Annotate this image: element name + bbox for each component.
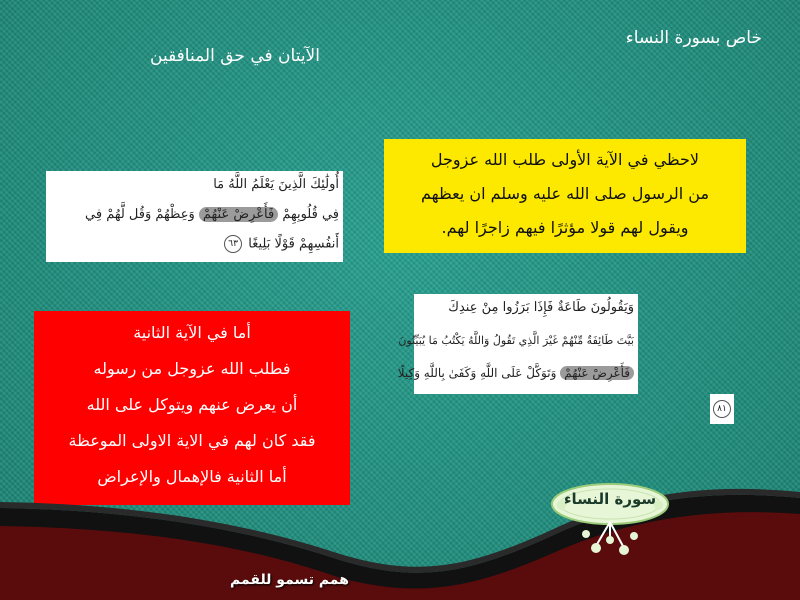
surah-plaque <box>548 476 672 560</box>
red-note-line: أن يعرض عنهم ويتوكل على الله <box>86 395 298 414</box>
verse-image-63 <box>46 171 343 262</box>
yellow-note-line: لاحظي في الآية الأولى طلب الله عزوجل <box>430 150 700 169</box>
verse-text: فِي قُلُوبِهِمْ <box>282 207 339 222</box>
plaque-label: سورة النساء <box>563 490 657 508</box>
verse-line: بَيَّتَ طَائِفَةٌ مِّنْهُمْ غَيْرَ الَّذِي تَقُولُ وَاللَّهُ يَكْتُبُ مَا يُبَيِّتُونَ <box>398 334 634 347</box>
red-note-box <box>34 311 350 505</box>
plaque-icon <box>548 476 672 560</box>
red-note-line: فقد كان لهم في الاية الاولى الموعظة <box>68 431 316 450</box>
verse-line <box>398 366 634 380</box>
ayah-number-icon: ٨١ <box>713 400 731 418</box>
footer-wave-decoration <box>0 480 800 600</box>
verse-line <box>85 207 339 222</box>
verse-text: وَعِظْهُمْ وَقُل لَّهُمْ فِي <box>85 207 195 222</box>
red-note-line: أما الثانية فالإهمال والإعراض <box>97 467 287 486</box>
verse-line <box>224 235 339 253</box>
red-note-line: أما في الآية الثانية <box>133 323 251 342</box>
yellow-note-line: ويقول لهم قولا مؤثرًا فيهم زاجرًا لهم. <box>441 218 689 237</box>
footer-slogan: همم تسمو للقمم <box>230 572 349 588</box>
verse-line: وَيَقُولُونَ طَاعَةٌ فَإِذَا بَرَزُوا مِنْ عِندِكَ <box>448 300 634 315</box>
verse-text: أَنفُسِهِمْ قَوْلًا بَلِيغًا <box>248 236 339 252</box>
header-title: خاص بسورة النساء <box>625 28 762 48</box>
verse-line: أُولَٰئِكَ الَّذِينَ يَعْلَمُ اللَّهُ مَا <box>213 177 339 192</box>
verse-text: وَتَوَكَّلْ عَلَى اللَّهِ وَكَفَىٰ بِاللَّهِ وَكِيلًا <box>397 366 557 380</box>
verse-image-81 <box>397 294 638 394</box>
ayah-number-icon: ٦٣ <box>224 235 242 253</box>
yellow-note-line: من الرسول صلى الله عليه وسلم ان يعظهم <box>420 184 710 203</box>
subtitle: الآيتان في حق المنافقين <box>150 46 320 66</box>
yellow-note-box <box>384 139 746 253</box>
highlighted-phrase: فَأَعْرِضْ عَنْهُمْ <box>560 366 634 380</box>
red-note-line: فطلب الله عزوجل من رسوله <box>93 359 291 378</box>
highlighted-phrase: فَأَعْرِضْ عَنْهُمْ <box>199 207 278 222</box>
verse-number-tab <box>710 394 734 424</box>
